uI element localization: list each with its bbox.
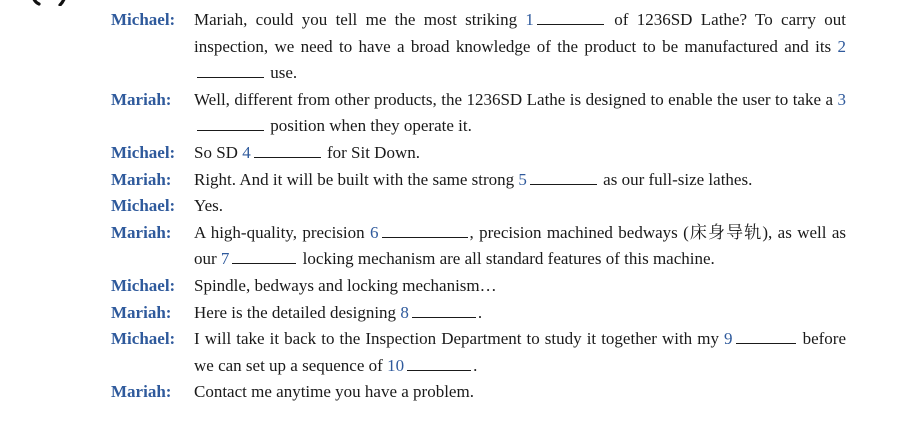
speech-text	[194, 220, 846, 273]
speech-segment: So SD	[194, 142, 243, 162]
speaker-label: Mariah:	[111, 222, 172, 242]
dialogue-turn	[111, 273, 846, 300]
speech-segment: I will take it back to the Inspection Department to study it together with my	[194, 329, 725, 349]
answer-blank[interactable]	[254, 143, 321, 158]
speaker-label: Michael:	[111, 329, 176, 349]
blank-number: 6	[370, 222, 379, 242]
dialogue-turn	[111, 379, 846, 406]
speech-segment: of 1236SD Lathe? To carry out inspection, we need to have a broad knowledge of the product to be manufactured and its	[194, 10, 846, 56]
speech-text	[194, 167, 846, 194]
blank-number: 7	[220, 249, 230, 269]
blank-number: 1	[525, 10, 534, 29]
speech-segment: use.	[266, 63, 298, 83]
speech-segment: Contact me anytime you have a problem.	[194, 382, 474, 402]
speech-segment: A high-quality, precision	[194, 222, 371, 242]
speaker-label: Mariah:	[111, 89, 172, 109]
answer-blank[interactable]	[407, 355, 471, 370]
speaker-label: Michael:	[111, 196, 176, 216]
dialogue-turn	[111, 140, 846, 167]
speech-segment: Yes.	[194, 196, 223, 216]
speech-text	[194, 379, 846, 406]
speech-segment: as our full-size lathes.	[598, 169, 753, 189]
speech-segment: Well, different from other products, the 1236SD Lathe is designed to enable the user to take a	[194, 89, 838, 109]
speech-text	[194, 193, 846, 220]
speech-text	[194, 273, 846, 300]
speech-segment: , precision machined bedways (床身导轨), as well as our	[194, 222, 846, 269]
speech-text	[194, 300, 846, 327]
speech-segment: .	[473, 355, 478, 375]
corner-ornament-icon	[30, 0, 74, 6]
dialogue-turn	[111, 326, 846, 379]
blank-number: 2	[837, 36, 846, 56]
speech-segment: Mariah, could you tell me the most striking	[194, 10, 526, 29]
dialogue-exercise	[111, 7, 846, 406]
dialogue-turn	[111, 193, 846, 220]
speech-text	[194, 326, 846, 379]
speech-segment: Here is the detailed designing	[194, 302, 401, 322]
dialogue-turn	[111, 220, 846, 273]
blank-number: 3	[837, 89, 846, 109]
speech-text	[194, 7, 846, 87]
answer-blank[interactable]	[197, 116, 264, 131]
dialogue-turn	[111, 7, 846, 87]
dialogue-turn	[111, 87, 846, 140]
blank-number: 4	[242, 142, 251, 162]
blank-number: 10	[387, 355, 405, 375]
speech-segment: locking mechanism are all standard features of this machine.	[298, 249, 715, 269]
speaker-label: Mariah:	[111, 382, 172, 402]
speaker-label: Michael:	[111, 142, 176, 162]
blank-number: 9	[724, 329, 733, 349]
answer-blank[interactable]	[232, 249, 296, 264]
speaker-label: Michael:	[111, 10, 176, 29]
speech-segment: position when they operate it.	[266, 116, 472, 136]
speech-text	[194, 87, 846, 140]
answer-blank[interactable]	[412, 302, 476, 317]
speech-segment: Spindle, bedways and locking mechanism…	[194, 275, 497, 295]
speech-segment: .	[477, 302, 483, 322]
speech-segment: before we can set up a sequence of	[194, 329, 846, 375]
answer-blank[interactable]	[537, 10, 604, 25]
speech-text	[194, 140, 846, 167]
answer-blank[interactable]	[382, 222, 468, 237]
dialogue-turn	[111, 167, 846, 194]
speaker-label: Mariah:	[111, 169, 172, 189]
speaker-label: Mariah:	[111, 302, 172, 322]
speaker-label: Michael:	[111, 275, 176, 295]
answer-blank[interactable]	[736, 329, 796, 344]
speech-segment: for Sit Down.	[322, 142, 420, 162]
answer-blank[interactable]	[197, 63, 264, 78]
dialogue-turn	[111, 300, 846, 327]
answer-blank[interactable]	[530, 169, 597, 184]
speech-segment: Right. And it will be built with the same strong	[194, 169, 519, 189]
blank-number: 5	[518, 169, 527, 189]
blank-number: 8	[400, 302, 409, 322]
